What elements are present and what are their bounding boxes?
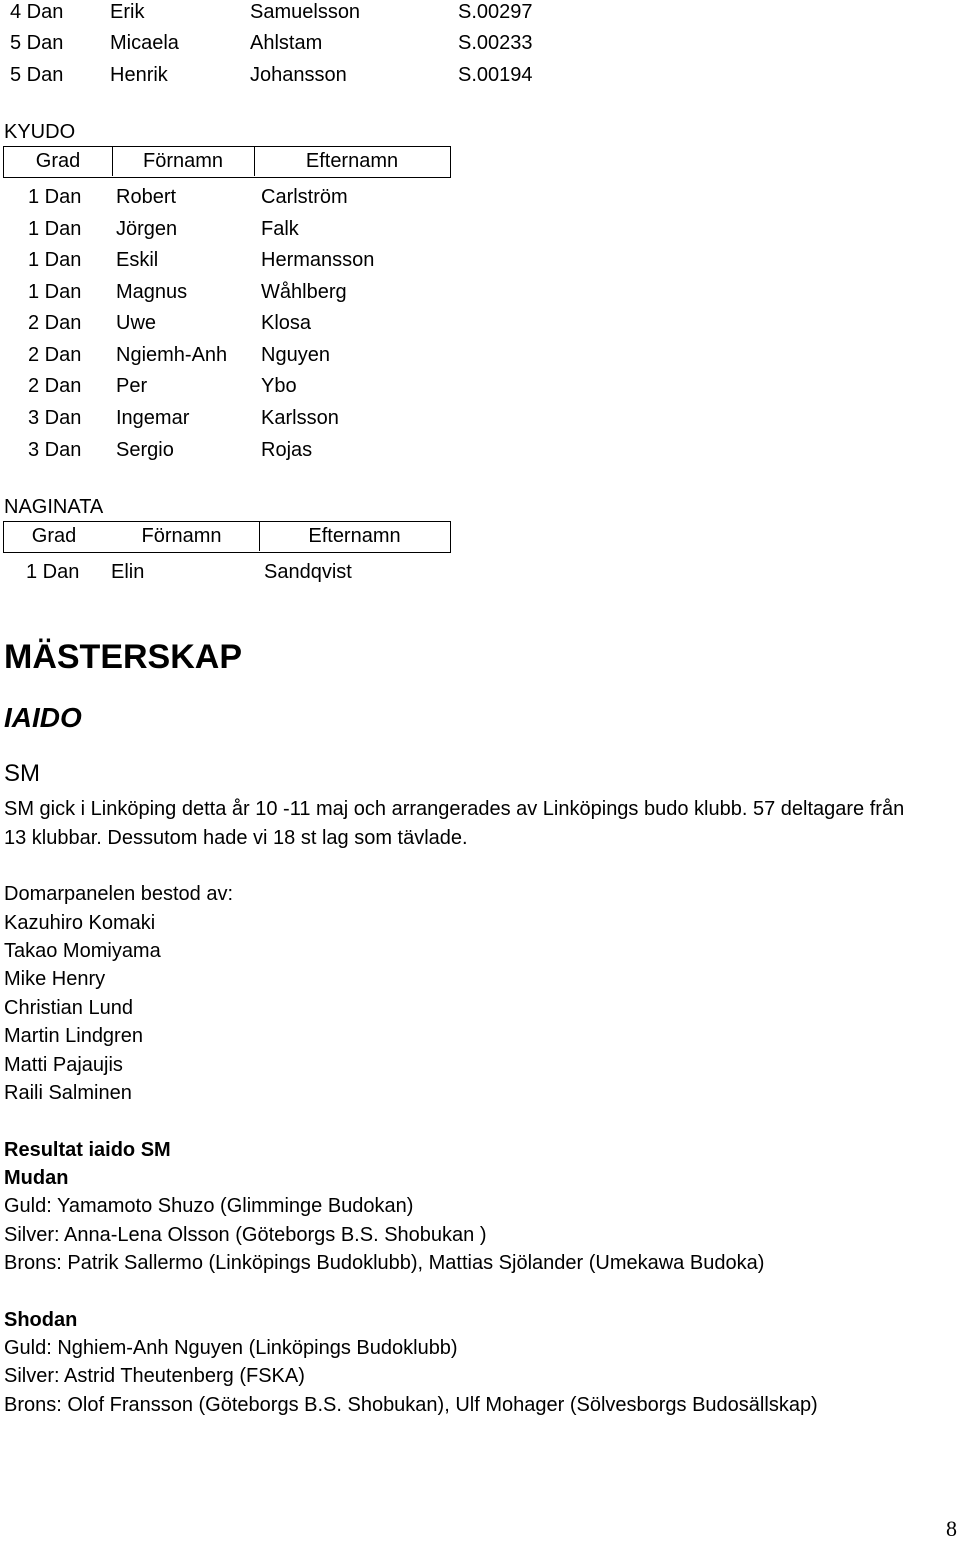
efternamn-cell: Klosa [261, 312, 312, 334]
grad-cell: 5 Dan [10, 32, 64, 54]
fornamn-cell: Elin [111, 561, 145, 583]
header-fornamn: Förnamn [142, 150, 224, 172]
judge-name: Kazuhiro Komaki [4, 912, 156, 934]
fornamn-cell: Erik [110, 1, 145, 23]
shodan-silver: Silver: Astrid Theutenberg (FSKA) [4, 1365, 305, 1387]
fornamn-cell: Eskil [116, 249, 159, 271]
efternamn-cell: Johansson [250, 64, 347, 86]
efternamn-cell: Ahlstam [250, 32, 323, 54]
fornamn-cell: Sergio [116, 439, 174, 461]
judge-name: Raili Salminen [4, 1082, 132, 1104]
grad-cell: 1 Dan [28, 249, 82, 271]
fornamn-cell: Ngiemh-Anh [116, 344, 228, 366]
efternamn-cell: Hermansson [261, 249, 375, 271]
header-efternamn: Efternamn [305, 150, 399, 172]
grad-cell: 2 Dan [28, 312, 82, 334]
grad-cell: 1 Dan [28, 281, 82, 303]
mudan-brons: Brons: Patrik Sallermo (Linköpings Budoklubb), Mattias Sjölander (Umekawa Budoka) [4, 1252, 765, 1274]
header-grad: Grad [31, 525, 77, 547]
masterskap-heading: MÄSTERSKAP [4, 638, 243, 676]
shodan-guld: Guld: Nghiem-Anh Nguyen (Linköpings Budoklubb) [4, 1337, 458, 1359]
member-number: S.00194 [458, 64, 533, 86]
mudan-guld: Guld: Yamamoto Shuzo (Glimminge Budokan) [4, 1195, 414, 1217]
judge-name: Christian Lund [4, 997, 133, 1019]
iaido-heading: IAIDO [4, 702, 82, 733]
fornamn-cell: Jörgen [116, 218, 178, 240]
member-number: S.00233 [458, 32, 533, 54]
fornamn-cell: Ingemar [116, 407, 190, 429]
grad-cell: 2 Dan [28, 375, 82, 397]
naginata-title: NAGINATA [4, 496, 104, 518]
efternamn-cell: Samuelsson [250, 1, 361, 23]
fornamn-cell: Henrik [110, 64, 168, 86]
grad-cell: 2 Dan [28, 344, 82, 366]
efternamn-cell: Wåhlberg [261, 281, 347, 303]
efternamn-cell: Ybo [261, 375, 297, 397]
efternamn-cell: Sandqvist [264, 561, 352, 583]
grad-cell: 1 Dan [28, 218, 82, 240]
grad-cell: 5 Dan [10, 64, 64, 86]
page-number: 8 [946, 1516, 957, 1541]
judge-name: Mike Henry [4, 968, 106, 990]
grad-cell: 1 Dan [28, 186, 82, 208]
member-number: S.00297 [458, 1, 533, 23]
mudan-title: Mudan [4, 1167, 69, 1189]
kyudo-title: KYUDO [4, 121, 76, 143]
efternamn-cell: Karlsson [261, 407, 339, 429]
mudan-silver: Silver: Anna-Lena Olsson (Göteborgs B.S. Shobukan ) [4, 1224, 487, 1246]
fornamn-cell: Uwe [116, 312, 157, 334]
naginata-table-header [3, 521, 451, 553]
shodan-title: Shodan [4, 1309, 78, 1331]
fornamn-cell: Micaela [110, 32, 179, 54]
efternamn-cell: Rojas [261, 439, 313, 461]
grad-cell: 3 Dan [28, 439, 82, 461]
header-grad: Grad [35, 150, 81, 172]
sm-heading: SM [4, 760, 40, 787]
sm-paragraph-line1: SM gick i Linköping detta år 10 -11 maj och arrangerades av Linköpings budo klubb. 57 deltagare från [4, 798, 905, 820]
fornamn-cell: Per [116, 375, 148, 397]
grad-cell: 3 Dan [28, 407, 82, 429]
fornamn-cell: Magnus [116, 281, 188, 303]
panel-title: Domarpanelen bestod av: [4, 883, 234, 905]
header-efternamn: Efternamn [308, 525, 401, 547]
grad-cell: 4 Dan [10, 1, 64, 23]
shodan-brons: Brons: Olof Fransson (Göteborgs B.S. Shobukan), Ulf Mohager (Sölvesborgs Budosällskap) [4, 1394, 818, 1416]
judge-name: Takao Momiyama [4, 940, 161, 962]
kyudo-table-header [3, 146, 451, 178]
fornamn-cell: Robert [116, 186, 177, 208]
efternamn-cell: Falk [261, 218, 299, 240]
efternamn-cell: Nguyen [261, 344, 330, 366]
efternamn-cell: Carlström [261, 186, 348, 208]
sm-paragraph-line2: 13 klubbar. Dessutom hade vi 18 st lag som tävlade. [4, 827, 468, 849]
header-fornamn: Förnamn [141, 525, 222, 547]
judge-name: Martin Lindgren [4, 1025, 143, 1047]
results-title: Resultat iaido SM [4, 1139, 171, 1161]
judge-name: Matti Pajaujis [4, 1054, 123, 1076]
grad-cell: 1 Dan [26, 561, 80, 583]
